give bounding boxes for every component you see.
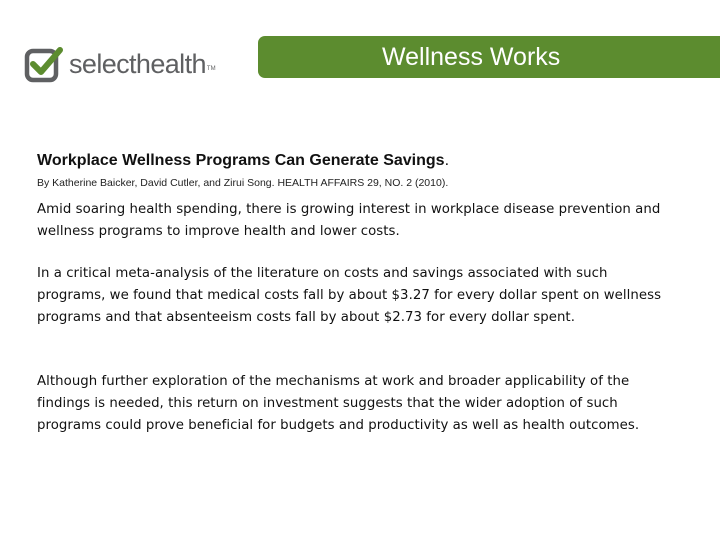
checkbox-check-icon (24, 45, 64, 83)
article-title (37, 152, 449, 170)
article-title-period: . (444, 152, 450, 169)
logo-trademark: TM (206, 66, 216, 72)
article-title-text: Workplace Wellness Programs Can Generate Savings (37, 152, 445, 169)
banner-title: Wellness Works (258, 36, 720, 78)
paragraph-intro: Amid soaring health spending, there is growing interest in workplace disease prevention and wellness programs to improve health and lower costs. (37, 202, 661, 239)
paragraph-findings: In a critical meta-analysis of the literature on costs and savings associated with such programs, we found that medical costs fall by about $3.27 for every dollar spent on wellness programs and that absenteeism costs fall by about $2.73 for every dollar spent. (37, 266, 662, 325)
logo-wordmark: selecthealth (69, 48, 206, 79)
article-byline: By Katherine Baicker, David Cutler, and Zirui Song. HEALTH AFFAIRS 29, NO. 2 (2010). (37, 177, 449, 189)
paragraph-conclusion: Although further exploration of the mechanisms at work and broader applicability of the findings is needed, this return on investment suggests that the wider adoption of such programs could prove beneficial for budgets and productivity as well as health outcomes. (37, 374, 640, 433)
selecthealth-logo (24, 44, 216, 84)
